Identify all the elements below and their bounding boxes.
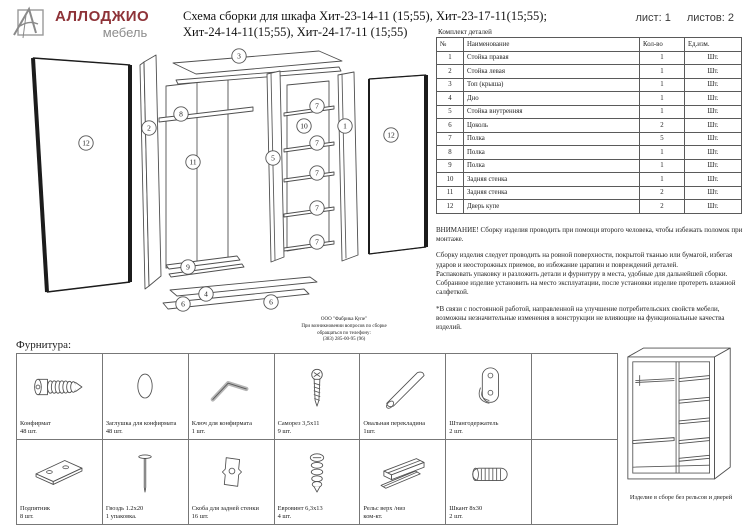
hardware-grid: [16, 353, 618, 525]
table-row: [437, 65, 742, 79]
hardware-cell: [189, 354, 275, 440]
disclaimer-paragraph: *В связи с постоянной работой, направленной на улучшение потребительских свойств мебели, возможны незначительные изменения в конструкции не влияющие на функциональные качества изделий.: [436, 304, 725, 332]
table-row: [437, 200, 742, 214]
brand-subtitle: мебель: [102, 25, 148, 40]
part-name: Дверь купе: [464, 200, 640, 214]
svg-text:12: 12: [82, 138, 90, 148]
hardware-cell: [360, 440, 446, 526]
part-name: Дно: [464, 92, 640, 106]
part-qty: 2: [640, 186, 685, 200]
sheet-number: лист: 1: [635, 12, 671, 24]
assembled-caption: Изделие в сборе без рельсов и дверей: [629, 494, 733, 501]
back-wall-bracket-icon: [189, 440, 274, 506]
part-number: 7: [437, 132, 464, 146]
parts-table: [436, 37, 742, 214]
hardware-label: Рельс верх /низ ком-кт.: [363, 505, 406, 520]
empty-cell: [532, 440, 618, 526]
hardware-label: Конфирмат 48 шт.: [20, 419, 51, 435]
hardware-label: Гвоздь 1.2х20 1 упаковка.: [105, 505, 144, 520]
brand-mark-icon: [12, 6, 48, 40]
svg-text:7: 7: [315, 101, 319, 111]
title-line-2: Хит-24-14-11(15;55), Хит-24-17-11 (15;55): [183, 24, 408, 39]
part-callout: [310, 166, 324, 180]
factory-note: При возникновении вопросов по сборке: [301, 323, 387, 329]
note-paragraph: Сборку изделия следует проводить на ровной поверхности, покрытой тканью или бумагой, избегая ударов и неосторожных приемов, во избежание царапин и повреждений деталей.: [436, 251, 733, 269]
table-row: [437, 132, 742, 146]
part-name: Полка: [464, 132, 640, 146]
part-qty: 1: [640, 105, 685, 119]
svg-text:8: 8: [179, 109, 183, 119]
empty-cell: [532, 354, 618, 440]
hardware-label: Ключ для конфирмата 1 шт.: [191, 419, 252, 435]
part-unit: Шт.: [685, 200, 742, 214]
stand-left-panel: [140, 55, 161, 289]
part-callout: [186, 155, 200, 169]
table-row: [437, 78, 742, 92]
part-qty: 2: [640, 200, 685, 214]
svg-text:6: 6: [269, 297, 273, 307]
part-name: Задняя стенка: [464, 186, 640, 200]
factory-note: обращаться по телефону:: [317, 330, 371, 336]
factory-phone: (383) 285-00-95 (96): [322, 337, 366, 343]
warning-paragraph: ВНИМАНИЕ! Сборку изделия проводить при помощи второго человека, чтобы избежать поломок при монтаже.: [436, 226, 743, 244]
part-callout: [174, 107, 188, 121]
hardware-cell: [17, 440, 103, 526]
top-panel: [173, 51, 342, 84]
part-callout: [310, 235, 324, 249]
confirmat-screw-icon: [17, 354, 102, 420]
hardware-cell: [446, 440, 532, 526]
part-qty: 1: [640, 92, 685, 106]
part-unit: Шт.: [685, 146, 742, 160]
hardware-cell: [103, 440, 189, 526]
part-name: Стойка левая: [464, 65, 640, 79]
stand-right-panel: [338, 72, 358, 261]
hardware-cell: [360, 354, 446, 440]
part-qty: 1: [640, 65, 685, 79]
part-callout: [181, 260, 195, 274]
col-qty-header: Кол-во: [640, 38, 685, 52]
part-number: 10: [437, 173, 464, 187]
note-paragraph: Собранное изделие установить на место эксплуатации, после установки изделие протереть влажной салфеткой.: [436, 279, 736, 297]
part-qty: 1: [640, 146, 685, 160]
part-qty: 1: [640, 78, 685, 92]
svg-text:7: 7: [315, 168, 319, 178]
hardware-cell: [446, 354, 532, 440]
oval-rail-icon: [360, 354, 445, 420]
part-number: 4: [437, 92, 464, 106]
part-unit: Шт.: [685, 65, 742, 79]
rail-profile-icon: [360, 440, 445, 506]
part-name: Стойка правая: [464, 51, 640, 65]
table-row: [437, 51, 742, 65]
part-name: Полка: [464, 146, 640, 160]
part-number: 1: [437, 51, 464, 65]
svg-text:5: 5: [271, 153, 275, 163]
stand-inner-panel: [267, 71, 284, 262]
svg-text:7: 7: [315, 237, 319, 247]
part-callout: [297, 119, 311, 133]
part-qty: 1: [640, 51, 685, 65]
svg-text:7: 7: [315, 138, 319, 148]
part-unit: Шт.: [685, 51, 742, 65]
part-callout: [264, 295, 278, 309]
part-number: 6: [437, 119, 464, 133]
hardware-cell: [275, 354, 361, 440]
door-right-panel: [369, 75, 426, 254]
parts-list: [436, 28, 742, 214]
table-row: [437, 186, 742, 200]
part-name: Цоколь: [464, 119, 640, 133]
part-name: Задняя стенка: [464, 173, 640, 187]
hardware-label: Заглушка для конфирмата 48 шт.: [105, 419, 177, 435]
table-row: [437, 92, 742, 106]
assembled-product: [616, 341, 746, 501]
brand-name: АЛЛОДЖИО: [55, 8, 150, 25]
dowel-icon: [446, 440, 531, 506]
col-unit-header: Ед.изм.: [685, 38, 742, 52]
part-callout: [199, 287, 213, 301]
svg-text:7: 7: [315, 203, 319, 213]
svg-text:2: 2: [147, 123, 151, 133]
logo-text: [55, 6, 149, 39]
svg-text:10: 10: [300, 121, 308, 131]
part-unit: Шт.: [685, 132, 742, 146]
assembled-wardrobe-drawing: [618, 341, 744, 487]
hardware-label: Скоба для задней стенки 16 шт.: [191, 505, 259, 520]
sheet-info: [635, 12, 734, 24]
hardware-label: Шкант 8х30 2 шт.: [449, 505, 483, 520]
part-callout: [310, 99, 324, 113]
door-left-panel: [33, 58, 130, 292]
hardware-cell: [103, 354, 189, 440]
part-callout: [266, 151, 280, 165]
part-qty: 1: [640, 173, 685, 187]
part-callout: [384, 128, 398, 142]
svg-text:6: 6: [181, 299, 185, 309]
svg-text:9: 9: [186, 262, 190, 272]
hardware-cell: [17, 354, 103, 440]
part-unit: Шт.: [685, 173, 742, 187]
part-name: Топ (крыша): [464, 78, 640, 92]
factory-name: ООО "Фабрика Купе": [320, 317, 368, 322]
part-callout: [79, 136, 93, 150]
part-number: 8: [437, 146, 464, 160]
hardware-cell: [189, 440, 275, 526]
assembly-notes: [436, 226, 746, 332]
factory-contact: [266, 317, 422, 344]
oval-cap-icon: [103, 354, 188, 420]
part-callout: [338, 119, 352, 133]
hardware-section-title: Фурнитура:: [16, 339, 72, 351]
part-number: 11: [437, 186, 464, 200]
part-unit: Шт.: [685, 186, 742, 200]
table-row: [437, 173, 742, 187]
part-callout: [232, 49, 246, 63]
part-qty: 1: [640, 159, 685, 173]
part-callout: [142, 121, 156, 135]
rod-holder-icon: [446, 354, 531, 420]
hardware-label: Подпятник 8 шт.: [20, 505, 50, 520]
exploded-assembly-diagram: [20, 38, 440, 338]
hardware-label: Овальная перекладина 1шт.: [363, 419, 426, 435]
part-qty: 2: [640, 119, 685, 133]
svg-text:4: 4: [204, 289, 208, 299]
table-row: [437, 105, 742, 119]
svg-text:3: 3: [237, 51, 241, 61]
hardware-label: Евровинт 6,3х13 4 шт.: [277, 505, 323, 520]
foot-pad-icon: [17, 440, 102, 506]
svg-text:1: 1: [343, 121, 347, 131]
part-unit: Шт.: [685, 119, 742, 133]
table-header-row: [437, 38, 742, 52]
part-number: 5: [437, 105, 464, 119]
note-paragraph: Распаковать упаковку и разложить детали и фурнитуру в места, удобные для дальнейшей сборки.: [436, 269, 728, 278]
logo: [12, 6, 149, 40]
part-callout: [310, 201, 324, 215]
hex-key-icon: [189, 354, 274, 420]
hardware-cell: [275, 440, 361, 526]
table-row: [437, 119, 742, 133]
euro-screw-icon: [275, 440, 360, 506]
part-unit: Шт.: [685, 78, 742, 92]
nail-icon: [103, 440, 188, 506]
part-name: Стойка внутренняя: [464, 105, 640, 119]
part-number: 2: [437, 65, 464, 79]
col-name-header: Наименование: [464, 38, 640, 52]
svg-text:12: 12: [387, 130, 395, 140]
back-wall-left-panel: [166, 79, 228, 268]
part-number: 12: [437, 200, 464, 214]
title-line-1: Схема сборки для шкафа Хит-23-14-11 (15;55), Хит-23-17-11(15;55);: [183, 9, 547, 23]
table-row: [437, 146, 742, 160]
part-number: 3: [437, 78, 464, 92]
part-name: Полка: [464, 159, 640, 173]
part-callout: [176, 297, 190, 311]
table-row: [437, 159, 742, 173]
part-unit: Шт.: [685, 159, 742, 173]
part-qty: 5: [640, 132, 685, 146]
sheets-total: листов: 2: [686, 12, 734, 24]
col-number-header: №: [437, 38, 464, 52]
part-callout: [310, 136, 324, 150]
part-unit: Шт.: [685, 105, 742, 119]
parts-table-body: [437, 51, 742, 213]
screw-icon: [275, 354, 360, 420]
part-number: 9: [437, 159, 464, 173]
svg-text:11: 11: [189, 157, 197, 167]
hardware-label: Саморез 3,5х11 9 шт.: [277, 419, 320, 435]
hardware-label: Штангодержатель 2 шт.: [449, 419, 499, 435]
parts-table-caption: Комплект деталей: [438, 28, 492, 36]
part-unit: Шт.: [685, 92, 742, 106]
